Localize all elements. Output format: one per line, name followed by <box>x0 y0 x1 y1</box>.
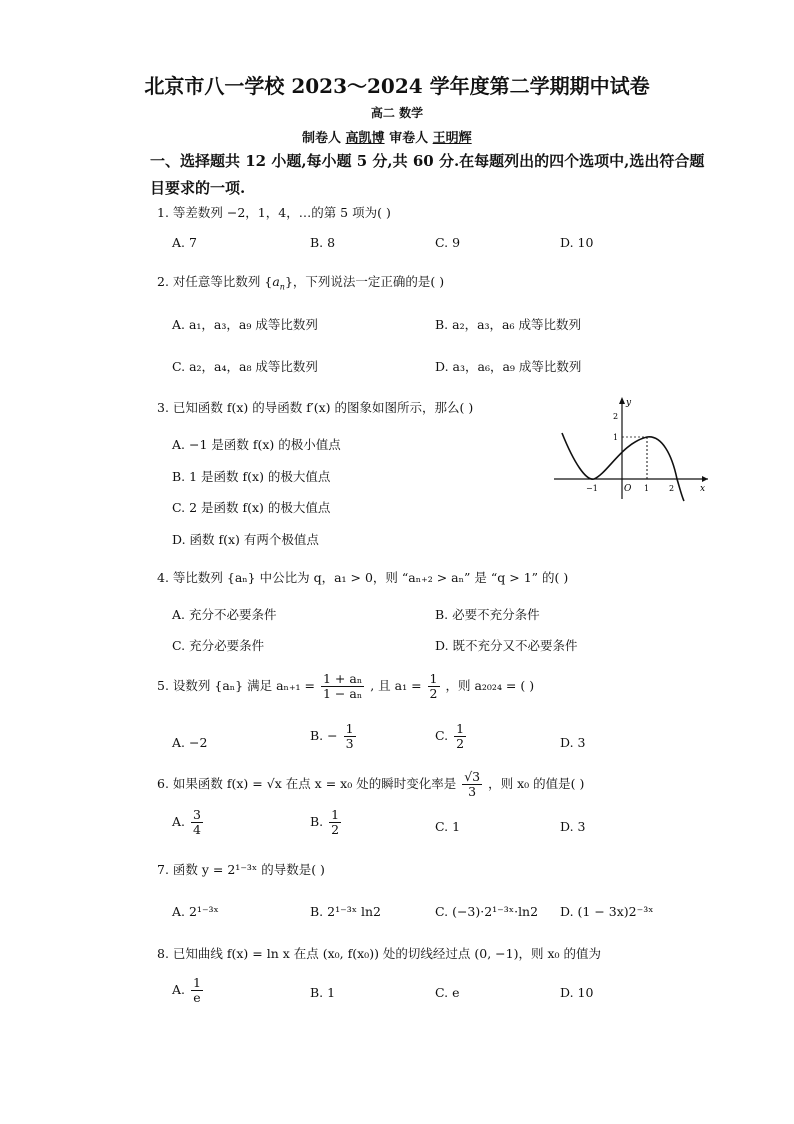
y-axis-arrow <box>619 397 625 404</box>
question-6-option-b <box>310 808 343 837</box>
x-axis-arrow <box>702 476 708 482</box>
tick-label-2: 2 <box>669 484 675 493</box>
question-2-stem-post: ，下列说法一定正确的是( ) <box>292 274 445 289</box>
question-3-option-c: C. 2 是函数 f(x) 的极大值点 <box>172 500 331 515</box>
option-fraction <box>191 976 203 1005</box>
fraction-numerator: 1 <box>331 807 340 822</box>
question-6-option-c: C. 1 <box>435 819 461 834</box>
question-6-option-d: D. 3 <box>560 819 586 834</box>
y-tick-label-1: 1 <box>613 433 619 442</box>
question-7-option-a: A. 2¹⁻³ˣ <box>172 904 219 919</box>
question-2-option-a: A. a₁，a₃，a₉ 成等比数列 <box>172 317 318 332</box>
reviewer-label: 审卷人 <box>389 131 429 146</box>
option-label: A. <box>172 982 186 997</box>
fraction-denominator: 1 − aₙ <box>323 686 363 701</box>
authors-line <box>302 127 472 146</box>
question-6-option-a <box>172 808 205 837</box>
question-3-option-d: D. 函数 f(x) 有两个极值点 <box>172 532 319 547</box>
fraction-numerator: 1 <box>429 671 438 686</box>
derivative-curve <box>562 433 684 501</box>
question-2-stem-pre: 2. 对任意等比数列 <box>157 274 261 289</box>
question-8-option-a <box>172 976 205 1005</box>
derivative-graph <box>552 393 712 503</box>
tick-label-minus-1: −1 <box>586 484 598 493</box>
question-1-option-b: B. 8 <box>310 235 336 250</box>
fraction-denominator: 2 <box>429 686 438 701</box>
question-5-a1-fraction <box>428 672 440 701</box>
question-3-option-b: B. 1 是函数 f(x) 的极大值点 <box>172 469 331 484</box>
y-axis-label: y <box>626 398 632 408</box>
fraction-numerator: √3 <box>464 769 481 784</box>
section-instruction: 一、选择题共 12 小题,每小题 5 分,共 60 分.在每题列出的四个选项中,选出符合题目要求的一项. <box>150 152 705 197</box>
question-5-stem-mid: , 且 a₁ = <box>370 678 422 693</box>
question-8-option-c: C. e <box>435 985 460 1000</box>
option-fraction <box>191 808 203 837</box>
fraction-numerator: 1 <box>345 721 354 736</box>
question-2-stem: 2. 对任意等比数列 $\{a_n\}$，下列说法一定正确的是( ) <box>157 274 445 292</box>
option-fraction <box>329 808 341 837</box>
x-axis-label: x <box>700 484 706 494</box>
exam-title: 北京市八一学校 2023～2024 学年度第二学期期中试卷 <box>144 74 650 98</box>
question-2-option-c: C. a₂，a₄，a₈ 成等比数列 <box>172 359 318 374</box>
question-5-recurrence-fraction <box>321 672 364 701</box>
fraction-numerator: 1 <box>456 721 465 736</box>
fraction-numerator: 1 + aₙ <box>323 671 363 686</box>
fraction-denominator: 2 <box>456 736 465 751</box>
maker-name: 高凯博 <box>345 131 385 146</box>
option-label: A. <box>172 814 186 829</box>
option-fraction <box>344 722 356 751</box>
question-3-stem: 3. 已知函数 f(x) 的导函数 f′(x) 的图象如图所示，那么( ) <box>157 400 474 415</box>
question-1-option-d: D. 10 <box>560 235 594 250</box>
option-label: B. − <box>310 728 338 743</box>
question-8-stem: 8. 已知曲线 f(x) = ln x 在点 (x₀, f(x₀)) 处的切线经过点 (0, −1)，则 x₀ 的值为 <box>157 946 601 961</box>
question-7-stem: 7. 函数 y = 2¹⁻³ˣ 的导数是( ) <box>157 862 325 877</box>
question-2-option-d: D. a₃，a₆，a₉ 成等比数列 <box>435 359 582 374</box>
fraction-denominator: 2 <box>331 822 340 837</box>
maker-label: 制卷人 <box>302 131 342 146</box>
question-5-option-c <box>435 722 468 751</box>
fraction-denominator: 3 <box>468 784 477 799</box>
question-7-option-d: D. (1 − 3x)2⁻³ˣ <box>560 904 654 919</box>
question-1-stem: 1. 等差数列 −2，1，4，…的第 5 项为( ) <box>157 205 391 220</box>
fraction-denominator: 3 <box>345 736 354 751</box>
question-3-option-a: A. −1 是函数 f(x) 的极小值点 <box>172 437 341 452</box>
exam-subtitle: 高二 数学 <box>370 106 424 120</box>
question-1-option-a: A. 7 <box>172 235 197 250</box>
question-6-stem-pre: 6. 如果函数 f(x) = √x 在点 x = x₀ 处的瞬时变化率是 <box>157 776 457 791</box>
question-5-stem-post: ，则 a₂₀₂₄ = ( ) <box>445 678 535 693</box>
question-4-option-c: C. 充分必要条件 <box>172 638 265 653</box>
fraction-numerator: 3 <box>193 807 201 822</box>
question-2-option-b: B. a₂，a₃，a₆ 成等比数列 <box>435 317 581 332</box>
question-7-option-c: C. (−3)·2¹⁻³ˣ·ln2 <box>435 904 539 919</box>
question-5-stem-pre: 5. 设数列 {aₙ} 满足 aₙ₊₁ = <box>157 678 316 693</box>
option-label: C. <box>435 728 449 743</box>
question-5-option-a: A. −2 <box>172 735 208 750</box>
question-8-option-b: B. 1 <box>310 985 336 1000</box>
question-5-option-d: D. 3 <box>560 735 586 750</box>
fraction-numerator: 1 <box>193 975 201 990</box>
question-1-option-c: C. 9 <box>435 235 461 250</box>
question-7-option-b: B. 2¹⁻³ˣ ln2 <box>310 904 381 919</box>
option-fraction <box>454 722 466 751</box>
question-8-option-d: D. 10 <box>560 985 594 1000</box>
origin-label: O <box>624 484 632 494</box>
fraction-denominator: e <box>193 990 201 1005</box>
tick-label-1: 1 <box>644 484 650 493</box>
option-label: B. <box>310 814 324 829</box>
question-4-option-b: B. 必要不充分条件 <box>435 607 540 622</box>
reviewer-name: 王明辉 <box>432 131 472 146</box>
question-4-stem: 4. 等比数列 {aₙ} 中公比为 q，a₁ > 0，则 “aₙ₊₂ > aₙ” 是 “q > 1” 的( ) <box>157 570 569 585</box>
question-5-option-b <box>310 722 358 751</box>
question-6-stem-post: ，则 x₀ 的值是( ) <box>488 776 585 791</box>
question-5-stem <box>157 672 534 701</box>
fraction-denominator: 4 <box>193 822 201 837</box>
question-4-option-a: A. 充分不必要条件 <box>172 607 277 622</box>
y-tick-label-2: 2 <box>613 412 619 421</box>
question-6-rate-fraction <box>462 770 482 799</box>
question-4-option-d: D. 既不充分又不必要条件 <box>435 638 578 653</box>
question-6-stem <box>157 770 584 799</box>
